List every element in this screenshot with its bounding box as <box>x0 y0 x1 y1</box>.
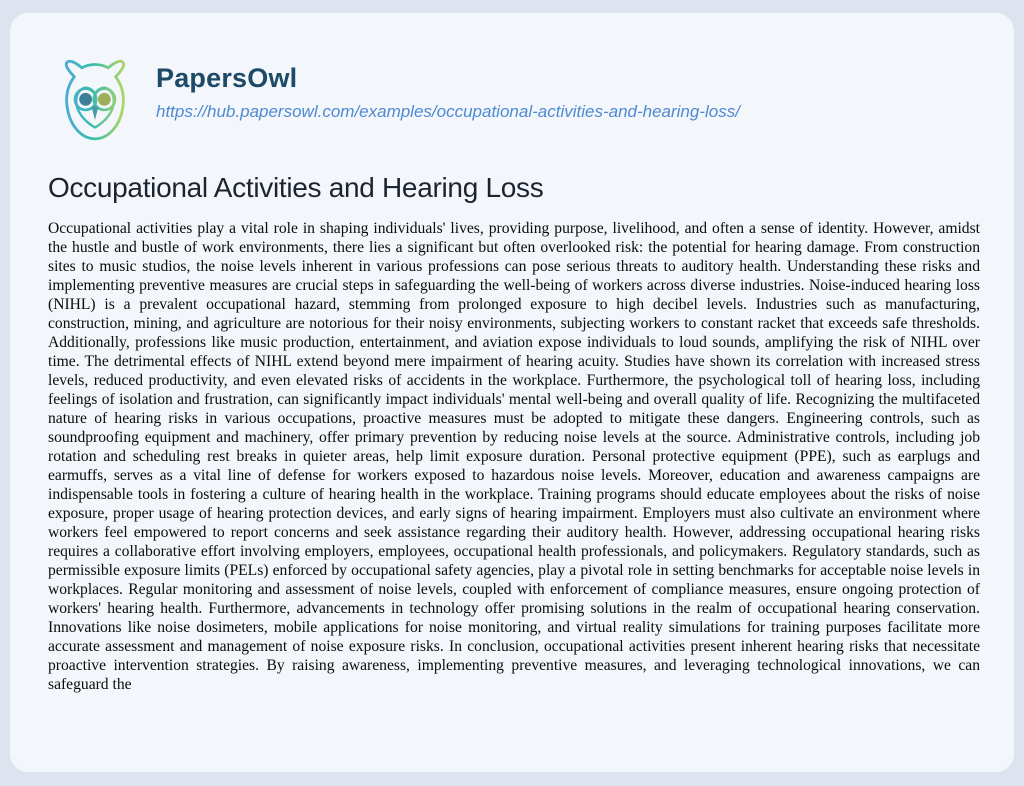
owl-left-iris <box>79 93 92 106</box>
page-title: Occupational Activities and Hearing Loss <box>48 172 544 203</box>
papersowl-logo-icon <box>48 57 142 151</box>
source-url-link[interactable]: https://hub.papersowl.com/examples/occupational-activities-and-hearing-loss/ <box>156 102 740 122</box>
owl-right-iris <box>98 93 111 106</box>
header-text <box>156 57 740 122</box>
owl-beak <box>92 106 99 120</box>
site-header <box>10 13 1014 151</box>
article-body-text: Occupational activities play a vital role in shaping individuals' lives, providing purpose, livelihood, and often a sense of identity. However, amidst the hustle and bustle of work environments, there lies a significant but often overlooked risk: the potential for hearing damage. From construction sites to music studios, the noise levels inherent in various professions can pose serious threats to auditory health. Understanding these risks and implementing preventive measures are crucial steps in safeguarding the well-being of workers across diverse industries. Noise-induced hearing loss (NIHL) is a prevalent occupational hazard, stemming from prolonged exposure to high decibel levels. Industries such as manufacturing, construction, mining, and agriculture are notorious for their noisy environments, subjecting workers to constant racket that exceeds safe thresholds. Additionally, professions like music production, entertainment, and aviation expose individuals to loud sounds, amplifying the risk of NIHL over time. The detrimental effects of NIHL extend beyond mere impairment of hearing acuity. Studies have shown its correlation with increased stress levels, reduced productivity, and even elevated risks of accidents in the workplace. Furthermore, the psychological toll of hearing loss, including feelings of isolation and frustration, can significantly impact individuals' mental well-being and overall quality of life. Recognizing the multifaceted nature of hearing risks in various occupations, proactive measures must be adopted to mitigate these dangers. Engineering controls, such as soundproofing equipment and machinery, offer primary prevention by reducing noise levels at the source. Administrative controls, including job rotation and scheduling rest breaks in quieter areas, help limit exposure duration. Personal protective equipment (PPE), such as earplugs and earmuffs, serves as a vital line of defense for workers exposed to hazardous noise levels. Moreover, education and awareness campaigns are indispensable tools in fostering a culture of hearing health in the workplace. Training programs should educate employees about the risks of noise exposure, proper usage of hearing protection devices, and early signs of hearing impairment. Employers must also cultivate an environment where workers feel empowered to report concerns and seek assistance regarding their auditory health. However, addressing occupational hearing risks requires a collaborative effort involving employers, employees, occupational health professionals, and policymakers. Regulatory standards, such as permissible exposure limits (PELs) enforced by occupational safety agencies, play a pivotal role in setting benchmarks for acceptable noise levels in workplaces. Regular monitoring and assessment of noise levels, coupled with enforcement of compliance measures, ensure ongoing protection of workers' hearing health. Furthermore, advancements in technology offer promising solutions in the realm of occupational hearing conservation. Innovations like noise dosimeters, mobile applications for noise monitoring, and virtual reality simulations for training purposes facilitate more accurate assessment and management of noise exposure risks. In conclusion, occupational activities present inherent hearing risks that necessitate proactive intervention strategies. By raising awareness, implementing preventive measures, and leveraging technological innovations, we can safeguard the <box>48 220 980 694</box>
brand-name: PapersOwl <box>156 63 298 93</box>
document-card <box>10 13 1014 772</box>
